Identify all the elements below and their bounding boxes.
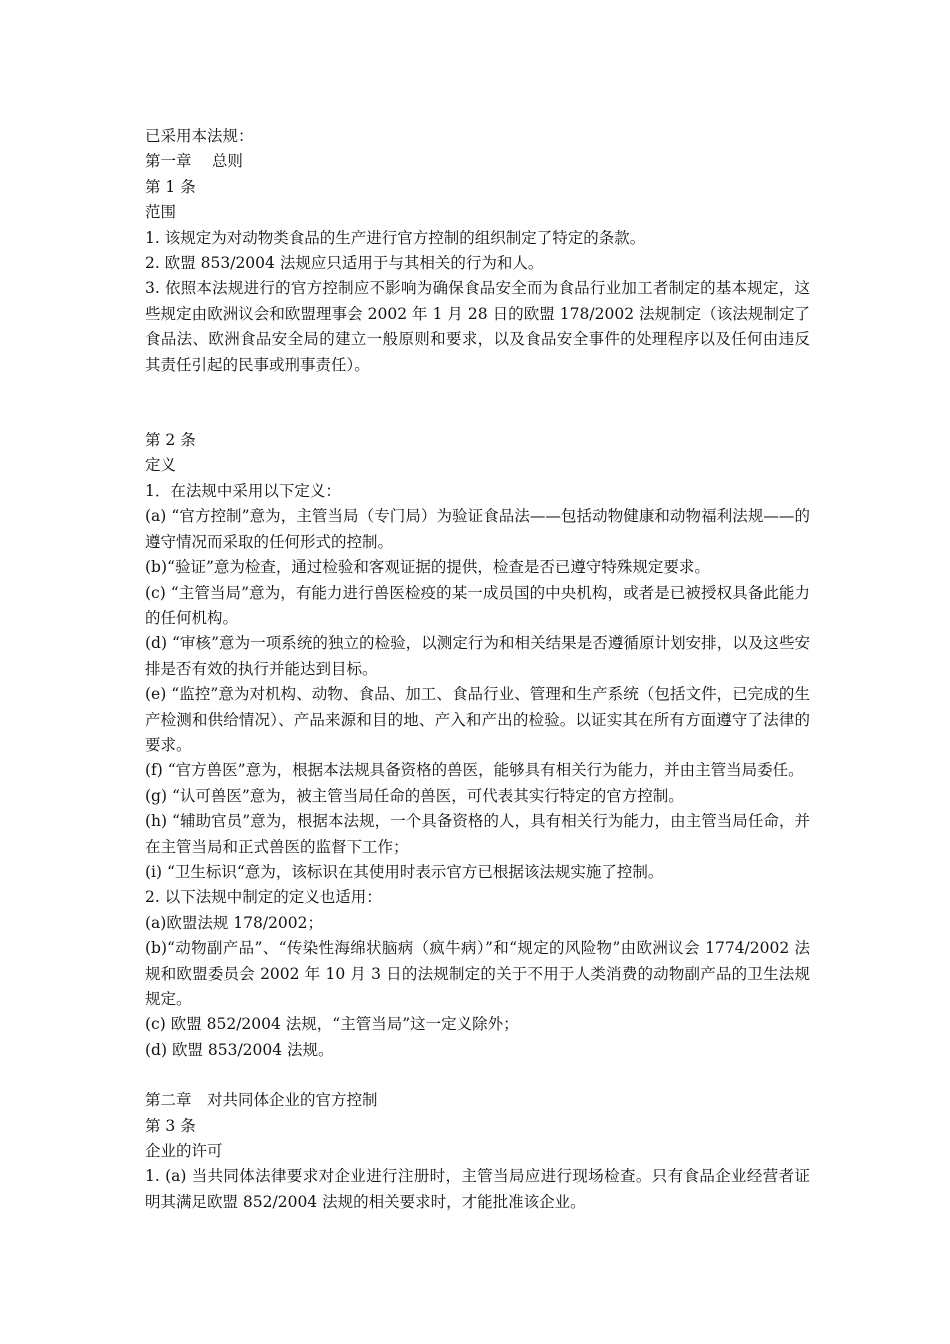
article-2-item: (b)“动物副产品”、“传染性海绵状脑病（疯牛病）”和“规定的风险物”由欧洲议会 1774/2002 法规和欧盟委员会 2002 年 10 月 3 日的法规制定的关于不用于人类消费的动物副产品的卫生法规规定。 bbox=[145, 939, 810, 1008]
article-2-item: (i) “卫生标识“意为，该标识在其使用时表示官方已根据该法规实施了控制。 bbox=[145, 862, 664, 881]
article-2-item: (g) “认可兽医”意为，被主管当局任命的兽医，可代表其实行特定的官方控制。 bbox=[145, 786, 684, 805]
intro-line: 已采用本法规： bbox=[145, 127, 254, 145]
article-2-item: (c) “主管当局”意为，有能力进行兽医检疫的某一成员国的中央机构，或者是已被授权具备此能力的任何机构。 bbox=[145, 583, 810, 627]
article-2-item: (h) “辅助官员”意为，根据本法规，一个具备资格的人，具有相关行为能力，由主管当局任命，并在主管当局和正式兽医的监督下工作； bbox=[145, 812, 810, 856]
article-1-item: 1. 该规定为对动物类食品的生产进行官方控制的组织制定了特定的条款。 bbox=[145, 228, 646, 247]
article-1-item: 3. 依照本法规进行的官方控制应不影响为确保食品安全而为食品行业加工者制定的基本规定，这些规定由欧洲议会和欧盟理事会 2002 年 1 月 28 日的欧盟 178/2002 法规制定（该法规制定了食品法、欧洲食品安全局的建立一般原则和要求，以及食品安全事件的处理程序以及任何由违反其责任引起的民事或刑事责任）。 bbox=[145, 279, 810, 374]
article-2-item: (a) “官方控制”意为，主管当局（专门局）为验证食品法——包括动物健康和动物福利法规——的遵守情况而采取的任何形式的控制。 bbox=[145, 507, 810, 551]
chapter-2-title: 第二章 对共同体企业的官方控制 bbox=[145, 1091, 378, 1110]
article-2-subtitle: 定义 bbox=[145, 456, 177, 475]
article-2-item: (f) “官方兽医”意为，根据本法规具备资格的兽医，能够具有相关行为能力，并由主管当局委任。 bbox=[145, 761, 804, 780]
article-3-subtitle: 企业的许可 bbox=[145, 1142, 223, 1161]
article-2-item: (d) “审核”意为一项系统的独立的检验，以测定行为和相关结果是否遵循原计划安排，以及这些安排是否有效的执行并能达到目标。 bbox=[145, 634, 810, 678]
article-1-item: 2. 欧盟 853/2004 法规应只适用于与其相关的行为和人。 bbox=[145, 254, 544, 273]
article-2-item: (c) 欧盟 852/2004 法规，“主管当局”这一定义除外； bbox=[145, 1015, 519, 1034]
article-2-item: (a)欧盟法规 178/2002； bbox=[145, 913, 324, 932]
article-2-item: 1．在法规中采用以下定义： bbox=[145, 481, 341, 500]
spacer bbox=[145, 1063, 810, 1088]
document-body bbox=[145, 124, 810, 1215]
article-3-item: 1. (a) 当共同体法律要求对企业进行注册时，主管当局应进行现场检查。只有食品企业经营者证明其满足欧盟 852/2004 法规的相关要求时，才能批准该企业。 bbox=[145, 1167, 810, 1211]
article-3-heading: 第 3 条 bbox=[145, 1116, 196, 1135]
article-2-item: (e) “监控”意为对机构、动物、食品、加工、食品行业、管理和生产系统（包括文件，已完成的生产检测和供给情况）、产品来源和目的地、产入和产出的检验。以证实其在所有方面遵守了法律的要求。 bbox=[145, 685, 810, 754]
article-2-item: 2. 以下法规中制定的定义也适用： bbox=[145, 888, 382, 907]
chapter-1-title: 第一章 总则 bbox=[145, 152, 243, 171]
spacer bbox=[145, 378, 810, 428]
article-2-item: (b)“验证”意为检查，通过检验和客观证据的提供，检查是否已遵守特殊规定要求。 bbox=[145, 558, 710, 577]
article-2-item: (d) 欧盟 853/2004 法规。 bbox=[145, 1040, 334, 1059]
article-1-subtitle: 范围 bbox=[145, 203, 177, 222]
article-2-heading: 第 2 条 bbox=[145, 431, 196, 450]
article-1-heading: 第 1 条 bbox=[145, 177, 196, 196]
